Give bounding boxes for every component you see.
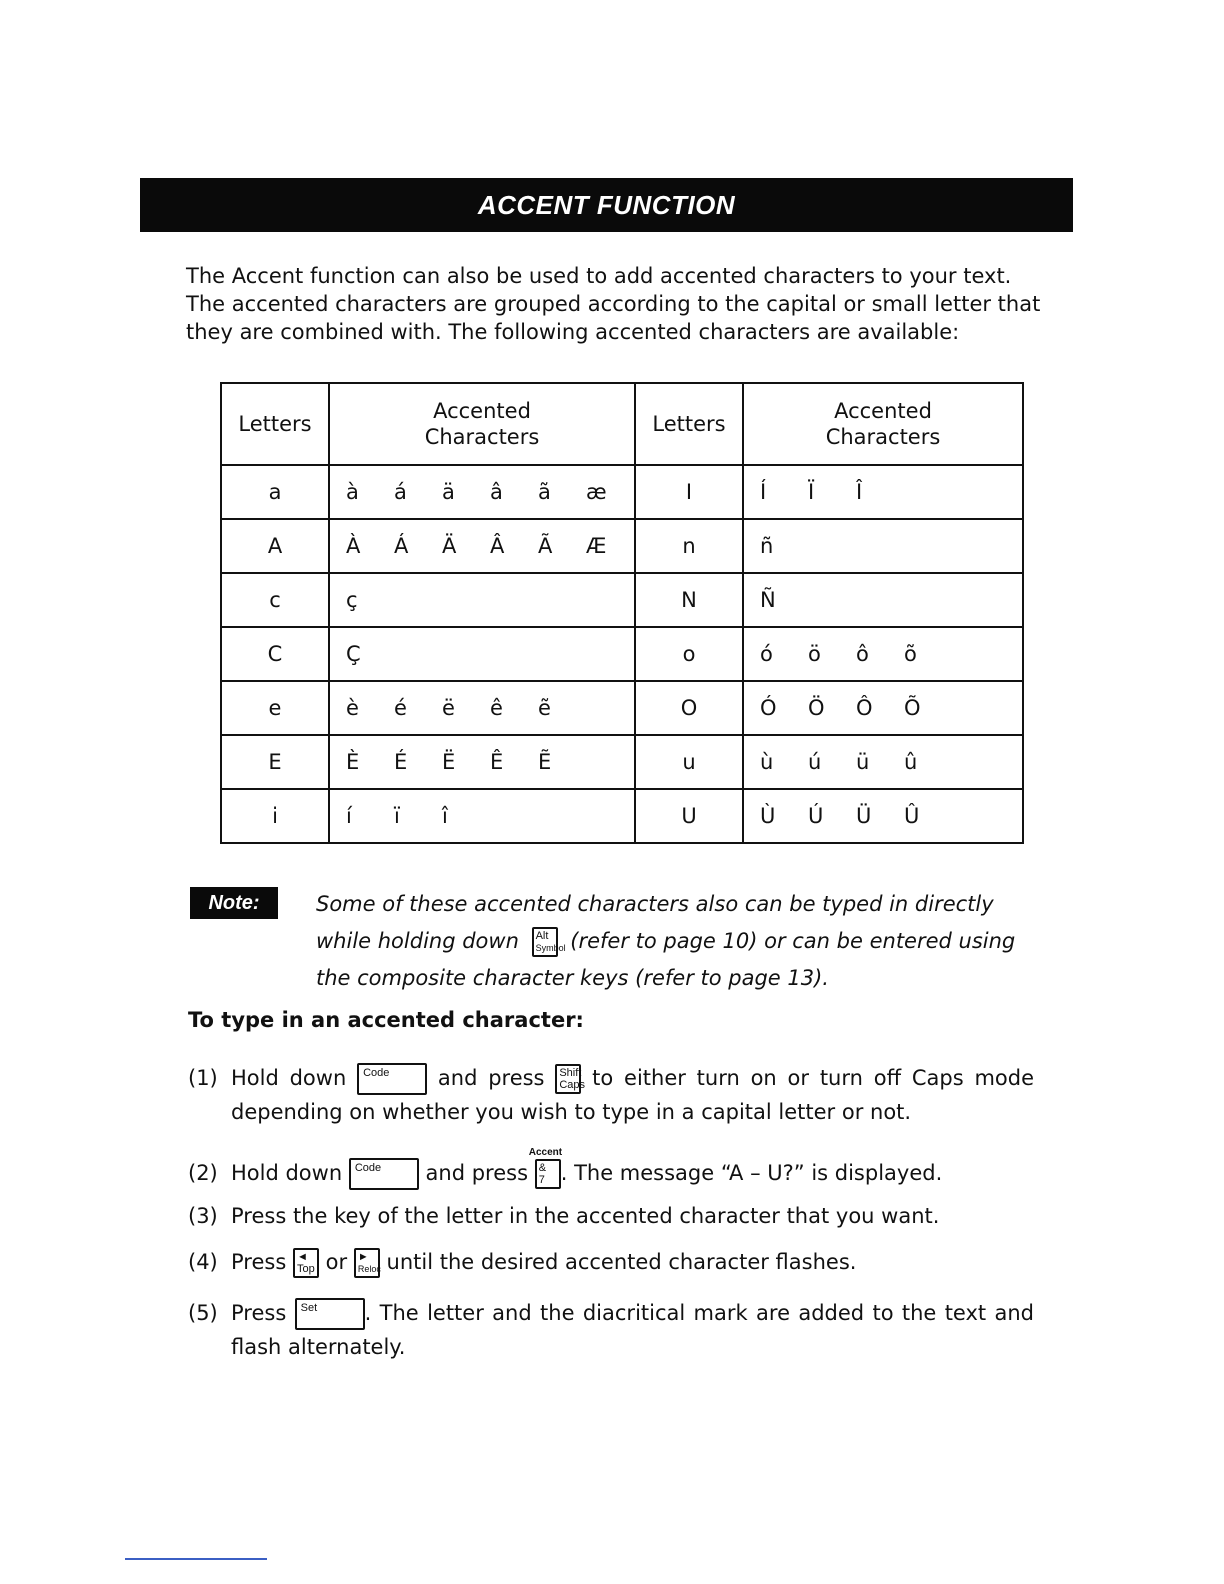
accented-characters-cell <box>743 627 1023 681</box>
accented-char: ë <box>442 696 455 720</box>
accented-characters-cell <box>329 627 635 681</box>
accented-char: ó <box>760 642 773 666</box>
accented-char: Ï <box>808 480 815 504</box>
accented-characters-cell <box>743 735 1023 789</box>
table-row <box>221 789 1023 843</box>
note-badge: Note: <box>190 887 278 919</box>
accented-char: Ô <box>856 696 873 720</box>
accented-char: á <box>394 480 407 504</box>
step-2: (2) Hold down Code and press Accent & 7 . The message “A – U?” is displayed. <box>188 1156 1034 1190</box>
accented-char: Í <box>760 480 767 504</box>
accented-char: ï <box>394 804 400 828</box>
intro-line: The accented characters are grouped according to the capital or small letter that <box>186 292 1041 316</box>
accent-key-label: Accent <box>528 1147 563 1158</box>
accented-characters-cell <box>329 519 635 573</box>
accented-characters-cell <box>743 573 1023 627</box>
accented-char: Ẽ <box>538 750 552 774</box>
letter-cell: C <box>221 627 329 681</box>
reloc-key-icon: ► Reloc <box>354 1248 380 1278</box>
letter-cell: n <box>635 519 743 573</box>
accented-char: ê <box>490 696 503 720</box>
accented-characters-cell <box>329 681 635 735</box>
table-row <box>221 627 1023 681</box>
accented-char: â <box>490 480 503 504</box>
accented-characters-cell <box>329 465 635 519</box>
table-row <box>221 735 1023 789</box>
note-text: Some of these accented characters also can be typed in directly while holding down Alt Symbol (refer to page 10) or can be entered using the composite character keys (refer to page 13). <box>316 892 1016 990</box>
code-key-icon: Code <box>357 1063 427 1095</box>
accented-char: Ã <box>538 534 553 558</box>
table-row <box>221 519 1023 573</box>
step-3: (3) Press the key of the letter in the accented character that you want. <box>188 1204 940 1228</box>
table-row <box>221 465 1023 519</box>
accented-char: Ö <box>808 696 825 720</box>
header-letters-2: Letters <box>635 383 743 465</box>
header-letters: Letters <box>221 383 329 465</box>
accented-characters-cell <box>329 573 635 627</box>
intro-paragraph <box>186 262 1041 346</box>
accented-char: ã <box>538 480 551 504</box>
accented-characters-cell <box>743 519 1023 573</box>
accented-char: É <box>394 750 408 774</box>
accented-char: õ <box>904 642 917 666</box>
table-row <box>221 573 1023 627</box>
section-banner <box>140 178 1073 232</box>
accented-characters-cell <box>329 789 635 843</box>
accent-table <box>220 382 1024 844</box>
accented-char: ẽ <box>538 696 551 720</box>
accented-char: À <box>346 534 361 558</box>
accented-char: è <box>346 696 359 720</box>
accented-characters-cell <box>743 789 1023 843</box>
accented-char: Ù <box>760 804 776 828</box>
letter-cell: A <box>221 519 329 573</box>
instructions-title: To type in an accented character: <box>188 1008 584 1032</box>
shift-caps-key-icon: Shift Caps <box>555 1064 581 1094</box>
accented-char: ù <box>760 750 774 774</box>
table-header-row <box>221 383 1023 465</box>
step-1: (1) Hold down Code and press Shift Caps to either turn on or turn off Caps mode depending on whether you wish to type in a capital letter or not. <box>188 1061 1034 1129</box>
accented-char: ú <box>808 750 822 774</box>
accented-char: ç <box>346 588 358 612</box>
step-5: (5) Press Set . The letter and the diacritical mark are added to the text and flash alternately. <box>188 1296 1034 1364</box>
accented-characters-cell <box>329 735 635 789</box>
accented-char: Á <box>394 534 409 558</box>
accented-char: æ <box>586 480 607 504</box>
accented-char: Ú <box>808 804 824 828</box>
accented-char: ö <box>808 642 821 666</box>
letter-cell: E <box>221 735 329 789</box>
header-accented-2: Accented Characters <box>743 383 1023 465</box>
letter-cell: e <box>221 681 329 735</box>
accented-char: Æ <box>586 534 607 558</box>
accented-char: ñ <box>760 534 774 558</box>
intro-line: they are combined with. The following accented characters are available: <box>186 320 960 344</box>
accented-char: ü <box>856 750 870 774</box>
accented-characters-cell <box>743 681 1023 735</box>
accented-characters-cell <box>743 465 1023 519</box>
accented-char: Ü <box>856 804 872 828</box>
accented-char: Ó <box>760 696 777 720</box>
accented-char: Ä <box>442 534 457 558</box>
accented-char: Õ <box>904 696 921 720</box>
accented-char: Ë <box>442 750 456 774</box>
accented-char: ä <box>442 480 455 504</box>
letter-cell: N <box>635 573 743 627</box>
accented-char: È <box>346 750 360 774</box>
set-key-icon: Set <box>295 1298 365 1330</box>
intro-line: The Accent function can also be used to add accented characters to your text. <box>186 264 1012 288</box>
letter-cell: i <box>221 789 329 843</box>
header-accented: Accented Characters <box>329 383 635 465</box>
accented-char: Ê <box>490 750 504 774</box>
accented-char: à <box>346 480 359 504</box>
accented-char: Â <box>490 534 505 558</box>
step-4: (4) Press ◄ Top or ► Reloc until the desired accented character flashes. <box>188 1245 1034 1279</box>
accented-char: î <box>442 804 448 828</box>
footer-rule <box>125 1558 267 1560</box>
letter-cell: a <box>221 465 329 519</box>
accented-char: Ç <box>346 642 361 666</box>
letter-cell: u <box>635 735 743 789</box>
accented-char: Ñ <box>760 588 776 612</box>
accented-char: Î <box>856 480 863 504</box>
code-key-icon: Code <box>349 1158 419 1190</box>
accent-7-key-icon: & 7 <box>535 1159 561 1189</box>
alt-symbol-key-icon: Alt Symbol <box>532 927 558 957</box>
table-row <box>221 681 1023 735</box>
section-title: ACCENT FUNCTION <box>477 189 736 220</box>
top-key-icon: ◄ Top <box>293 1248 319 1278</box>
letter-cell: I <box>635 465 743 519</box>
letter-cell: U <box>635 789 743 843</box>
letter-cell: c <box>221 573 329 627</box>
accented-char: ô <box>856 642 869 666</box>
letter-cell: o <box>635 627 743 681</box>
accented-char: û <box>904 750 918 774</box>
letter-cell: O <box>635 681 743 735</box>
accented-char: Û <box>904 804 920 828</box>
accented-char: í <box>346 804 352 828</box>
accented-char: é <box>394 696 407 720</box>
